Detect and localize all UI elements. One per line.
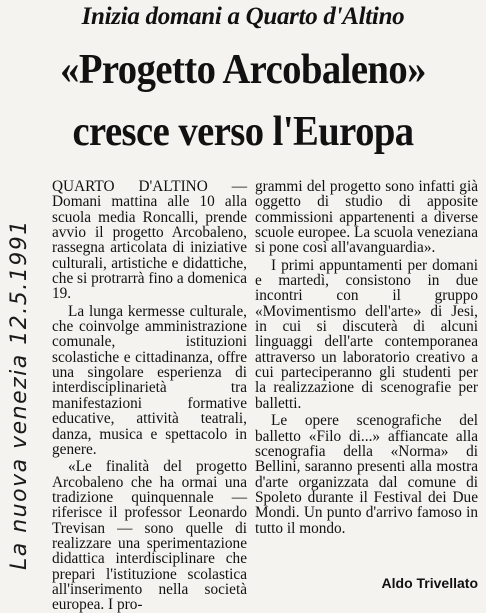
paragraph: grammi del progetto sono infatti già oggetto di studio di apposite commissioni appartenenti a diverse scuole europee. La scuola veneziana si pone così all'avanguardia». [255,178,478,257]
headline-line-1: «Progetto Arcobaleno» [60,47,426,93]
headline-line-2: cresce verso l'Europa [72,109,414,155]
article-column-1 [52,179,247,613]
paragraph: QUARTO D'ALTINO — Domani mattina alle 10 alla scuola media Roncalli, prende avvio il progetto Arcobaleno, rassegna articolata di iniziative culturali, artistiche e didattiche, che si protrarrà fino a domenica 19. [52,178,247,303]
paragraph: «Le finalità del progetto Arcobaleno che ha ormai una tradizione quinquennale — riferisce il professor Leonardo Trevisan — sono quelle di realizzare una sperimentazione didattica interdisciplinare che prepari l'istituzione scolastica all'inserimento nella società europea. I pro- [52,458,247,613]
article-column-2 [255,179,478,536]
article-kicker: Inizia domani a Quarto d'Altino [81,3,405,30]
paragraph: Le opere scenografiche del balletto «Filo di...» affiancate alla scenografia della «Norma» di Bellini, saranno presenti alla mostra d'arte organizzata dal comune di Spoleto durante il Festival dei Due Mondi. Un punto d'arrivo famoso in tutto il mondo. [255,412,478,537]
paragraph: I primi appuntamenti per domani e martedì, consistono in due incontri con il gruppo «Movimentismo dell'arte» di Jesi, in cui si discuterà di alcuni linguaggi dell'arte contemporanea attraverso un laboratorio creativo a cui parteciperanno gli studenti per la realizzazione di scenografie per balletti. [255,256,478,412]
author-signature: Aldo Trivellato [381,575,478,591]
handwritten-source-note: La nuova venezia 12.5.1991 [7,219,32,570]
paragraph: La lunga kermesse culturale, che coinvolge amministrazione comunale, istituzioni scolastiche e cittadinanza, offre una singolare esperienza di interdisciplinarietà tra manifestazioni formative educative, attività teatrali, danza, musica e spettacolo in genere. [52,302,247,458]
